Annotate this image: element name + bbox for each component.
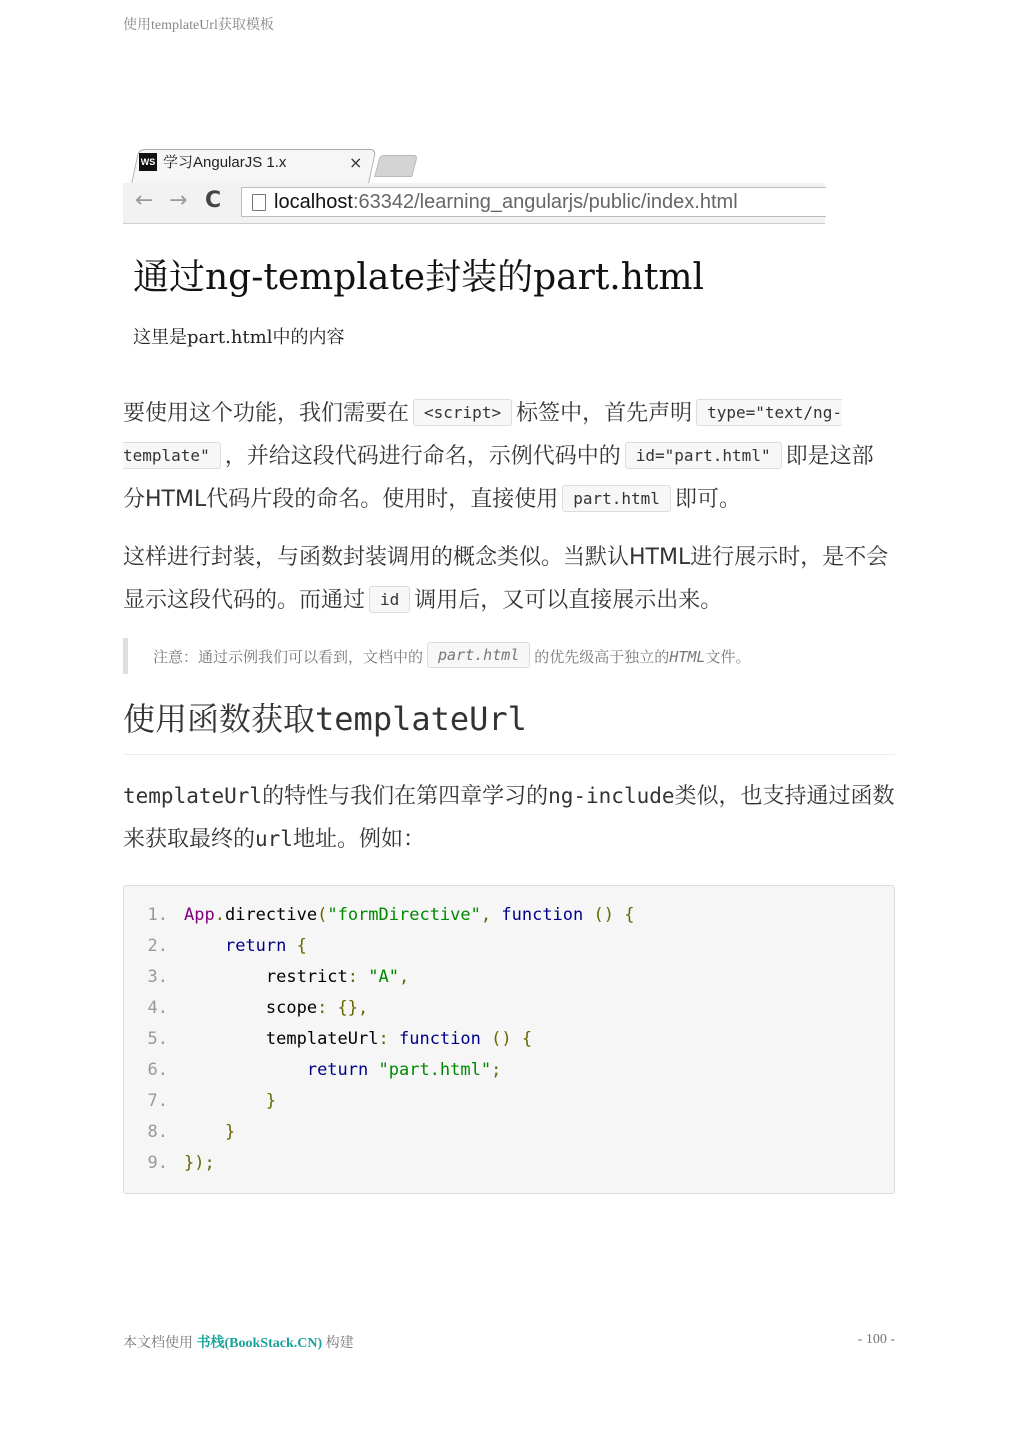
- text: 文件。: [705, 648, 751, 666]
- bookstack-link[interactable]: 书栈(BookStack.CN): [196, 1336, 323, 1351]
- inline-code: part.html: [427, 642, 530, 668]
- reload-icon: C: [205, 188, 222, 213]
- indent: [184, 1060, 307, 1080]
- line-number: 2.: [147, 936, 168, 956]
- token: ,: [399, 967, 410, 987]
- code-line: [124, 1117, 894, 1148]
- page-number: - 100 -: [857, 1332, 895, 1347]
- line-number: 5.: [147, 1029, 168, 1049]
- line-number: 3.: [147, 967, 168, 987]
- emphasis: HTML: [669, 648, 706, 666]
- webstorm-icon: WS: [139, 153, 157, 171]
- paragraph-3: [123, 775, 895, 861]
- code-line: [124, 1086, 894, 1117]
- text: 类似，也支持通过函数来获取最终的: [123, 784, 895, 852]
- token: ;: [491, 1060, 502, 1080]
- text: 这样进行封装，与函数封装调用的概念类似。当默认HTML进行展示时，是不会显示这段代码的。而通过: [123, 545, 889, 613]
- text: templateUrl: [123, 784, 263, 808]
- token: "formDirective": [327, 905, 481, 925]
- token: templateUrl: [265, 1029, 379, 1049]
- paragraph-1: [123, 392, 895, 521]
- browser-toolbar: [123, 183, 825, 224]
- token: App: [184, 905, 215, 925]
- forward-arrow-icon: →: [169, 188, 188, 213]
- code-line: [124, 1024, 894, 1055]
- token: () {: [593, 905, 635, 925]
- indent: [184, 1091, 266, 1111]
- browser-screenshot: [123, 145, 825, 360]
- inline-code: part.html: [562, 485, 671, 512]
- close-icon: ×: [349, 153, 363, 172]
- inline-code: type="text/ng-template": [123, 399, 842, 469]
- inline-code: id: [369, 586, 410, 613]
- text: 构建: [325, 1336, 354, 1351]
- line-number: 1.: [147, 905, 168, 925]
- address-bar: [241, 187, 826, 217]
- line-number: 7.: [147, 1091, 168, 1111]
- inline-code: <script>: [413, 399, 512, 426]
- text: 注意：通过示例我们可以看到，文档中的: [153, 648, 424, 666]
- line-number: 8.: [147, 1122, 168, 1142]
- text: 即是这部分HTML代码片段的命名。使用时，直接使用: [123, 444, 874, 512]
- text: 本文档使用: [123, 1336, 193, 1351]
- token: scope: [265, 998, 318, 1018]
- text: 使用函数获取: [123, 700, 316, 738]
- inline-code: id="part.html": [625, 442, 782, 469]
- indent: [184, 998, 266, 1018]
- footer-credit: [123, 1332, 354, 1352]
- token: }: [224, 1122, 236, 1142]
- indent: [184, 936, 225, 956]
- tab-bar: [123, 145, 825, 184]
- text: 要使用这个功能，我们需要在: [123, 401, 410, 426]
- line-number: 9.: [147, 1153, 168, 1173]
- page-icon: [252, 194, 266, 211]
- text: url: [255, 827, 293, 851]
- text: 调用后，又可以直接展示出来。: [414, 588, 723, 613]
- token: });: [184, 1153, 215, 1173]
- token: "part.html": [378, 1060, 492, 1080]
- text: 的特性与我们在第四章学习的: [262, 784, 549, 809]
- code-line: [124, 1055, 894, 1086]
- line-number: 4.: [147, 998, 168, 1018]
- tab-title: 学习AngularJS 1.x: [163, 154, 287, 171]
- text: 的优先级高于独立的: [534, 648, 670, 666]
- token: {: [296, 936, 307, 956]
- section-heading: [123, 694, 895, 755]
- indent: [184, 1122, 225, 1142]
- paragraph-2: [123, 537, 895, 622]
- indent: [184, 1029, 266, 1049]
- code-line: [124, 1148, 894, 1179]
- code-line: [124, 900, 894, 931]
- token: directive: [224, 905, 318, 925]
- token: :: [347, 967, 359, 987]
- text: 即可。: [674, 487, 741, 512]
- text: ，并给这段代码进行命名，示例代码中的: [224, 444, 621, 469]
- token: () {: [491, 1029, 533, 1049]
- code-block: [123, 885, 895, 1194]
- token: :: [378, 1029, 389, 1049]
- code-line: [124, 931, 894, 962]
- token: function: [501, 905, 584, 925]
- url-path: :63342/learning_angularjs/public/index.html: [352, 190, 738, 213]
- screenshot-heading: 通过ng-template封装的part.html: [133, 257, 705, 298]
- token: }: [265, 1091, 277, 1111]
- token: "A": [368, 967, 399, 987]
- url-host: localhost: [274, 190, 353, 213]
- tab-content: [139, 151, 286, 172]
- token: restrict: [265, 967, 348, 987]
- token: return: [224, 936, 287, 956]
- screenshot-text: 这里是part.html中的内容: [133, 327, 345, 348]
- token: (: [317, 905, 328, 925]
- code-line: [124, 993, 894, 1024]
- text: ng-include: [548, 784, 675, 808]
- back-arrow-icon: ←: [135, 188, 154, 213]
- note-blockquote: [123, 638, 895, 674]
- token: return: [306, 1060, 369, 1080]
- main-content: [123, 392, 895, 1194]
- text: templateUrl: [315, 700, 527, 738]
- line-number: 6.: [147, 1060, 168, 1080]
- indent: [184, 967, 266, 987]
- token: ,: [480, 905, 492, 925]
- text: 地址。例如：: [292, 827, 425, 852]
- new-tab-button: [374, 155, 418, 177]
- running-header: 使用templateUrl获取模板: [123, 18, 274, 33]
- text: 标签中，首先声明: [516, 401, 693, 426]
- code-line: [124, 962, 894, 993]
- token: : {},: [317, 998, 369, 1018]
- token: function: [398, 1029, 481, 1049]
- token: .: [214, 905, 225, 925]
